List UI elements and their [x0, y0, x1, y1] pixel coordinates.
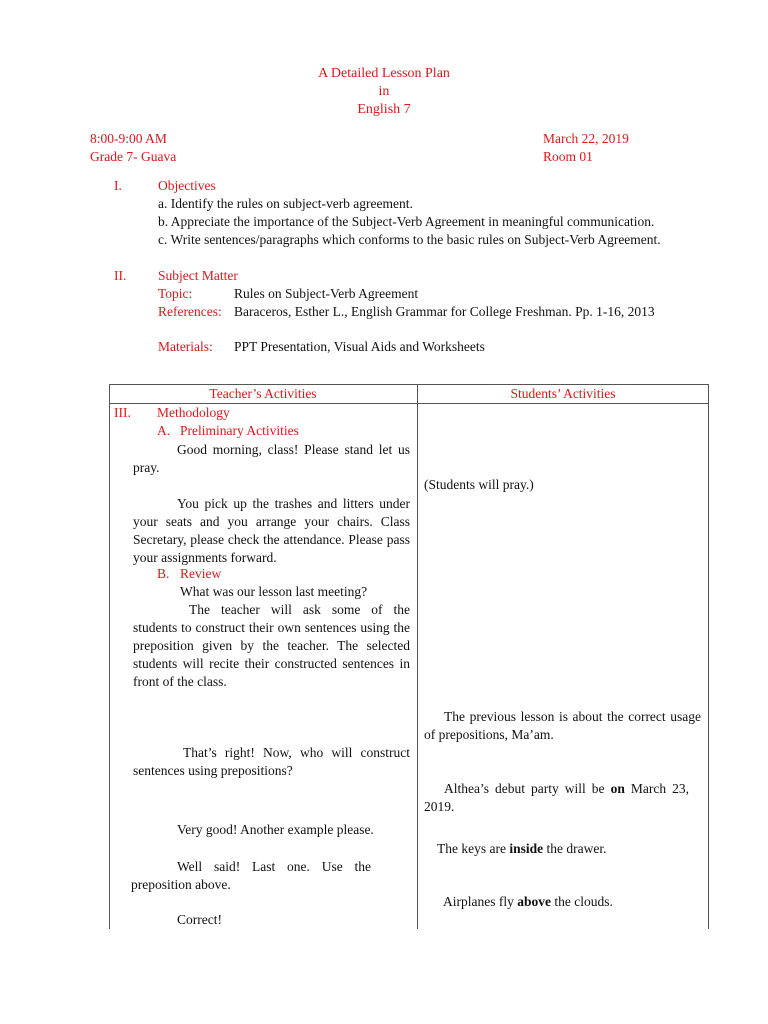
objectives-heading: Objectives [158, 178, 216, 193]
objective-item: c. Write sentences/paragraphs which conforms to the basic rules on Subject-Verb Agreement. [158, 232, 661, 247]
objective-item: a. Identify the rules on subject-verb agreement. [158, 196, 413, 211]
objective-item: b. Appreciate the importance of the Subject-Verb Agreement in meaningful communication. [158, 214, 655, 229]
grade-section: Grade 7- Guava [90, 149, 177, 164]
teacher-instructions: You pick up the trashes and litters under your seats and you arrange your chairs. Class Secretary, please check the attendance. Please pass your assignments forward. [133, 496, 410, 565]
subject-title: English 7 [357, 102, 411, 117]
methodology-numeral: III. [114, 405, 131, 420]
student-example-1: Althea’s debut party will be on March 23, 2019. [424, 781, 689, 814]
table-right-border [708, 384, 709, 929]
room: Room 01 [543, 149, 593, 164]
title-in: in [378, 84, 390, 99]
student-example-3: Airplanes fly above the clouds. [443, 894, 613, 909]
teacher-activities-header: Teacher’s Activities [209, 386, 317, 401]
topic-label: Topic: [158, 286, 193, 301]
table-left-border [109, 384, 110, 929]
methodology-heading: Methodology [157, 405, 230, 420]
teacher-well-said: Well said! Last one. Use the preposition above. [131, 859, 371, 892]
references-label: References: [158, 304, 222, 319]
table-header-border [109, 403, 709, 404]
materials-label: Materials: [158, 339, 213, 354]
teacher-greeting: Good morning, class! Please stand let us pray. [133, 442, 410, 475]
review-letter: B. [157, 566, 170, 581]
topic-value: Rules on Subject-Verb Agreement [234, 286, 419, 301]
subject-matter-numeral: II. [114, 268, 127, 283]
table-middle-border [417, 384, 418, 929]
teacher-review-description: The teacher will ask some of the students to construct their own sentences using the preposition given by the teacher. The selected students will recite their constructed sentences in front of the class. [133, 602, 410, 689]
subject-matter-heading: Subject Matter [158, 268, 238, 283]
review-heading: Review [180, 566, 222, 581]
student-example-2: The keys are inside the drawer. [437, 841, 607, 856]
preliminary-letter: A. [157, 423, 171, 438]
teacher-review-question: What was our lesson last meeting? [180, 584, 368, 599]
student-pray: (Students will pray.) [424, 477, 534, 492]
teacher-thats-right: That’s right! Now, who will construct sentences using prepositions? [133, 745, 410, 778]
preliminary-heading: Preliminary Activities [180, 423, 299, 438]
materials-value: PPT Presentation, Visual Aids and Worksheets [234, 339, 485, 354]
class-date: March 22, 2019 [543, 131, 629, 146]
student-previous-lesson: The previous lesson is about the correct usage of prepositions, Ma’am. [424, 709, 701, 742]
table-top-border [109, 384, 709, 385]
teacher-very-good: Very good! Another example please. [177, 822, 374, 837]
students-activities-header: Students’ Activities [510, 386, 616, 401]
class-time: 8:00-9:00 AM [90, 131, 167, 146]
lesson-plan-title: A Detailed Lesson Plan [318, 66, 450, 81]
objectives-numeral: I. [114, 178, 122, 193]
references-value: Baraceros, Esther L., English Grammar for College Freshman. Pp. 1-16, 2013 [234, 304, 655, 319]
teacher-correct: Correct! [177, 912, 222, 927]
